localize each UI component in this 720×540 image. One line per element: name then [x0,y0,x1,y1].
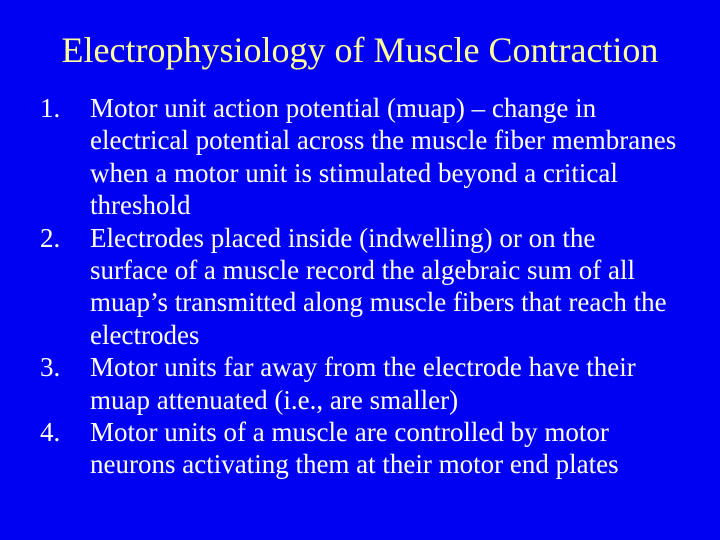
list-item [40,351,680,416]
list-item-text: Motor units of a muscle are controlled by motor neurons activating them at their motor end plates [90,417,619,480]
list-item-number: 1. [40,93,61,123]
list-item-text: Electrodes placed inside (indwelling) or on the surface of a muscle record the algebraic sum of all muap’s transmitted along muscle fibers that reach the electrodes [90,222,667,350]
list-item [40,416,680,481]
numbered-list [40,92,680,481]
list-item [40,92,680,222]
list-item [40,222,680,352]
list-item-number: 4. [40,417,61,448]
list-item-text: Motor units far away from the electrode have their muap attenuated (i.e., are smaller) [90,352,636,415]
slide-title: Electrophysiology of Muscle Contraction [61,30,659,70]
list-item-number: 2. [40,222,61,253]
list-item-number: 3. [40,352,61,383]
list-item-text: Motor unit action potential (muap) – change in electrical potential across the muscle fiber membranes when a motor unit is stimulated beyond a critical threshold [90,93,677,221]
